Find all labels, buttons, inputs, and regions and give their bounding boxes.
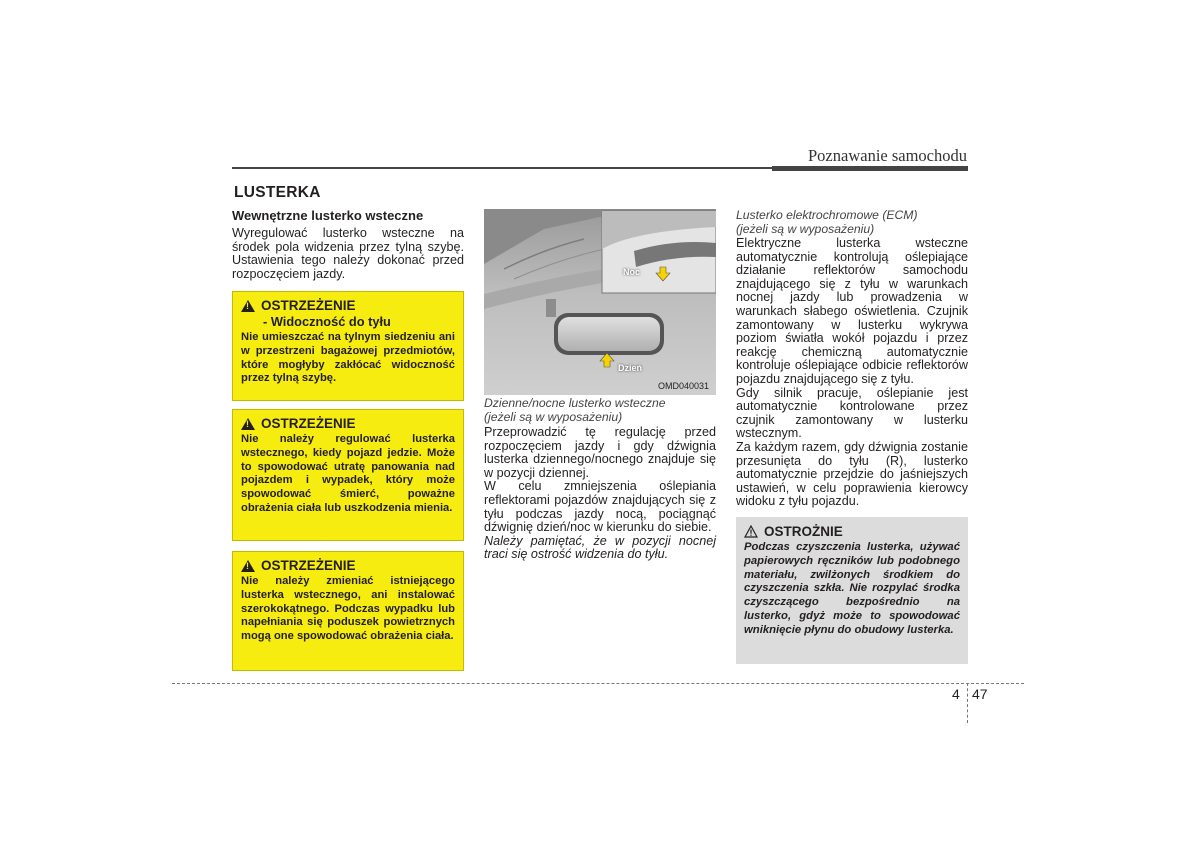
warning-icon — [241, 418, 255, 430]
warning-icon — [241, 300, 255, 312]
figure-caption — [484, 396, 716, 424]
warning-box-modify — [232, 551, 464, 671]
running-header-title: Poznawanie samochodu — [808, 146, 967, 165]
label-noc: Noc — [623, 267, 641, 277]
chapter-number: 4 — [952, 686, 960, 702]
caption-line: (jeżeli są w wyposażeniu) — [484, 410, 623, 424]
paragraph: Należy pamiętać, że w pozycji nocnej traci się ostrość widzenia do tyłu. — [484, 533, 716, 562]
column1-heading: Wewnętrzne lusterko wsteczne — [232, 208, 424, 223]
warning-title-row — [241, 298, 455, 313]
paragraph: W celu zmniejszenia oślepiania reflektorami pojazdów znajdujących się z tyłu podczas jazdy nocą, pociągnąć dźwignię dzień/noc w kierunku do siebie. — [484, 479, 716, 535]
paragraph: Gdy silnik pracuje, oślepianie jest automatycznie kontrolowane przez czujnik zamontowany w lusterku wstecznym. — [736, 385, 968, 441]
warning-title-row — [241, 416, 455, 431]
caution-title-row — [744, 524, 960, 539]
paragraph: Elektryczne lusterka wsteczne automatycznie kontrolują oślepiające działanie reflektorów samochodu znajdującego się z tyłu w warunkach nocnej jazdy lub prowadzenia w warunkach słabego oświetlenia. Czujnik zamontowany w lusterku wykrywa poziom światła wokół pojazdu i przez reakcję chemiczną automatycznie kontroluje oślepiające odbicie reflektorów pojazdu znajdującego się z tyłu. — [736, 236, 968, 386]
warning-subtitle: - Widoczność do tyłu — [263, 314, 391, 329]
section-title: LUSTERKA — [234, 184, 321, 201]
footer-dotted-rule — [172, 683, 1024, 684]
column1-intro: Wyregulować lusterko wsteczne na środek pola widzenia przez tylną szybę. Ustawienia tego należy dokonać przed rozpoczęciem jazdy. — [232, 226, 464, 281]
warning-text: Nie umieszczać na tylnym siedzeniu ani w przestrzeni bagażowej przedmiotów, które mogłyby zakłócać widoczność przez tylną szybę. — [241, 331, 455, 385]
figure-code: OMD040031 — [658, 381, 710, 391]
warning-title: OSTRZEŻENIE — [261, 558, 356, 573]
mirror-illustration — [484, 209, 716, 395]
warning-text: Nie należy regulować lusterka wstecznego, kiedy pojazd jedzie. Może to spowodować utratę panowania nad pojazdem i wypadek, który może spowodować śmierć, poważne obrażenia ciała lub uszkodzenia mienia. — [241, 433, 455, 514]
warning-text: Nie należy zmieniać istniejącego lusterka wstecznego, ani instalować szerokokątnego. Podczas wypadku lub napełniania się poduszek powietrznych mogą one spowodować obrażenia ciała. — [241, 575, 455, 643]
caution-icon — [744, 525, 758, 538]
caution-title: OSTROŻNIE — [764, 524, 843, 539]
paragraph: Przeprowadzić tę regulację przed rozpoczęciem jazdy i gdy dźwignia lusterka dziennego/nocnego znajduje się w pozycji dziennej. — [484, 425, 716, 480]
warning-title-row — [241, 558, 455, 573]
warning-title: OSTRZEŻENIE — [261, 416, 356, 431]
caption-line: (jeżeli są w wyposażeniu) — [736, 222, 875, 236]
caution-text: Podczas czyszczenia lusterka, używać papierowych ręczników lub podobnego materiału, zwilżonych środkiem do czyszczenia szkła. Nie rozpylać środka czyszczącego bezpośrednio na lusterko, gdyż może to spowodować wniknięcie płynu do obudowy lusterka. — [744, 541, 960, 636]
warning-title: OSTRZEŻENIE — [261, 298, 356, 313]
caption-line: Lusterko elektrochromowe (ECM) — [736, 208, 918, 222]
column2-body — [484, 426, 716, 562]
header-rule-accent — [772, 166, 968, 171]
footer-dotted-divider — [967, 683, 968, 723]
page-number: 47 — [972, 686, 988, 702]
label-dzien: Dzień — [618, 363, 643, 373]
caption-line: Dzienne/nocne lusterko wsteczne — [484, 396, 666, 410]
ecm-caption — [736, 208, 968, 236]
column3-body — [736, 237, 968, 509]
warning-box-visibility — [232, 291, 464, 401]
caution-box — [736, 517, 968, 664]
warning-icon — [241, 560, 255, 572]
paragraph: Za każdym razem, gdy dźwignia zostanie przesunięta do tyłu (R), lusterko automatycznie przejdzie do jaśniejszych ustawień, w celu poprawienia kierowcy widoku z tyłu pojazdu. — [736, 439, 968, 509]
warning-box-adjust — [232, 409, 464, 541]
